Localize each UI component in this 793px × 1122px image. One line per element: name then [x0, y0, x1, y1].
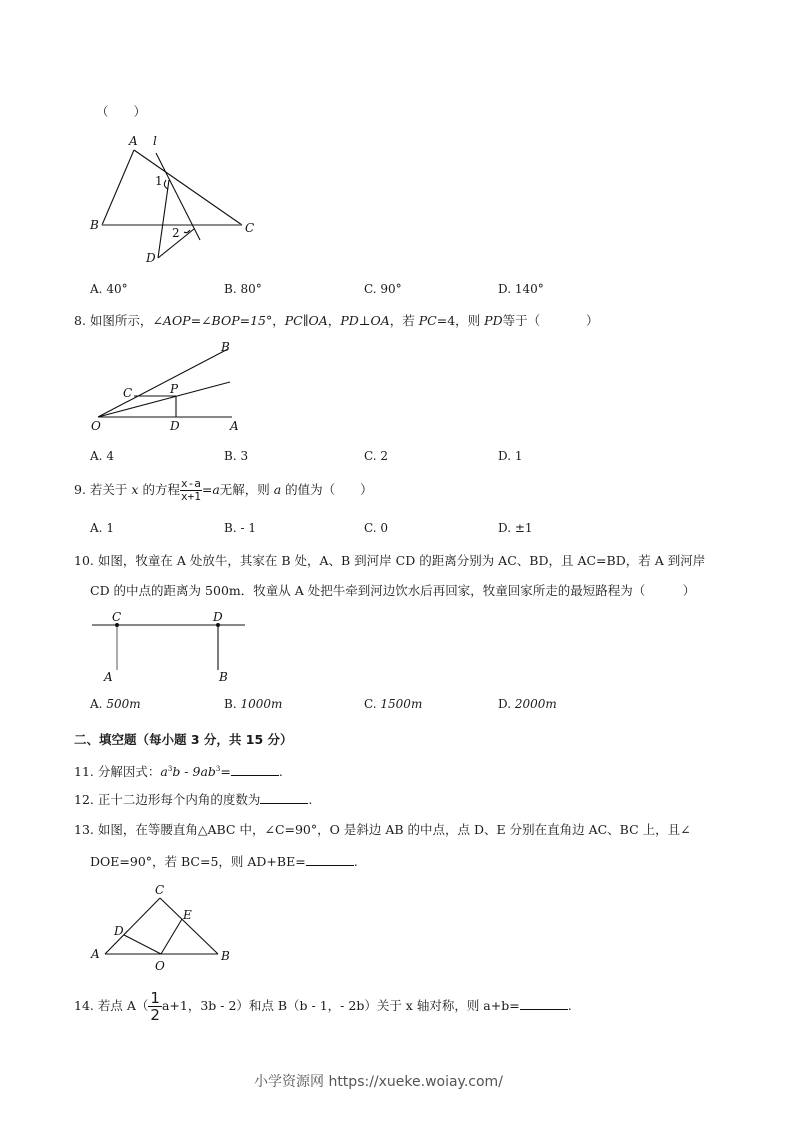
section2-title: 二、填空题（每小题 3 分，共 15 分）: [74, 732, 293, 747]
q7-option-b[interactable]: B. 80°: [224, 282, 262, 296]
q10-question-line2: CD 的中点的距离为 500m．牧童从 A 处把牛牵到河边饮水后再回家，牧童回家所走的最短路程为（ ）: [90, 583, 696, 598]
q7-option-a[interactable]: A. 40°: [90, 282, 128, 296]
q10-option-a[interactable]: A. 500m: [90, 697, 141, 711]
q7-figure: [80, 130, 280, 270]
q8-label-c: C: [123, 386, 133, 400]
q14-question: 14. 若点 A（ $\frac{1}{2}$ a+1，3b - 2）和点 B（b - 1，- 2b）关于 x 轴对称，则 a+b= .: [74, 989, 572, 1024]
q13-label-c: C: [155, 883, 165, 897]
q11-question: 11. 分解因式：$a^3b - 9ab^3=$ .: [74, 764, 283, 780]
q8-option-a[interactable]: A. 4: [90, 449, 114, 463]
q8-label-a: A: [230, 419, 239, 433]
q9-option-d[interactable]: D. ±1: [498, 521, 533, 535]
q14-answer-blank[interactable]: [520, 997, 568, 1010]
q11-answer-blank[interactable]: [231, 763, 279, 776]
q7-option-c[interactable]: C. 90°: [364, 282, 402, 296]
q7-label-l: l: [153, 134, 157, 148]
q10-label-c: C: [112, 610, 122, 624]
q13-question-line2: DOE=90°，若 BC=5，则 AD+BE= .: [90, 854, 358, 869]
q7-label-2: 2: [172, 226, 180, 240]
q7-label-1: 1: [155, 174, 163, 188]
q13-question-line1: 13. 如图，在等腰直角△ABC 中，∠C=90°，O 是斜边 AB 的中点，点 D、E 分别在直角边 AC、BC 上，且∠: [74, 822, 691, 837]
q7-option-d[interactable]: D. 140°: [498, 282, 544, 296]
q12-question: 12. 正十二边形每个内角的度数为 .: [74, 792, 313, 807]
q7-label-d: D: [146, 251, 156, 265]
q10-option-d[interactable]: D. 2000m: [498, 697, 557, 711]
q8-label-o: O: [91, 419, 101, 433]
q8-option-b[interactable]: B. 3: [224, 449, 249, 463]
q10-label-b: B: [219, 670, 228, 684]
q13-label-d: D: [114, 924, 124, 938]
q12-answer-blank[interactable]: [260, 791, 308, 804]
q7-answer-paren: （ ）: [96, 104, 147, 119]
q10-label-d: D: [213, 610, 223, 624]
q13-answer-blank[interactable]: [306, 853, 354, 866]
footer-watermark: 小学资源网 https://xueke.woiay.com/: [254, 1074, 503, 1090]
q9-option-c[interactable]: C. 0: [364, 521, 389, 535]
q14-fraction: $\frac{1}{2}$: [150, 989, 160, 1024]
q8-paren-close: ）: [586, 313, 599, 328]
q13-label-o: O: [155, 959, 165, 973]
q8-option-d[interactable]: D. 1: [498, 449, 523, 463]
q13-label-a: A: [91, 947, 100, 961]
q10-option-c[interactable]: C. 1500m: [364, 697, 423, 711]
q8-figure: [80, 335, 280, 440]
q8-label-d: D: [170, 419, 180, 433]
q9-fraction: $\frac{x-a}{x+1}$: [180, 477, 201, 503]
q10-label-a: A: [104, 670, 113, 684]
q8-question: 8. 如图所示，∠AOP=∠BOP=15°，PC∥OA，PD⊥OA，若 PC=4，则 PD等于（: [74, 313, 541, 328]
q10-figure: [80, 605, 280, 685]
q8-label-b: B: [221, 340, 230, 354]
q8-option-c[interactable]: C. 2: [364, 449, 389, 463]
q9-option-a[interactable]: A. 1: [90, 521, 114, 535]
q9-question: 9. 若关于 x 的方程 $\frac{x-a}{x+1}$ =a无解，则 a 的值为（ ）: [74, 477, 373, 503]
q8-label-p: P: [170, 382, 179, 396]
q7-label-a: A: [129, 134, 138, 148]
q13-figure: [80, 875, 260, 975]
q10-option-b[interactable]: B. 1000m: [224, 697, 283, 711]
q10-question-line1: 10. 如图，牧童在 A 处放牛，其家在 B 处，A、B 到河岸 CD 的距离分别为 AC、BD，且 AC=BD，若 A 到河岸: [74, 553, 706, 568]
q13-label-b: B: [221, 949, 230, 963]
q7-label-b: B: [90, 218, 99, 232]
q13-label-e: E: [183, 908, 192, 922]
q9-option-b[interactable]: B. - 1: [224, 521, 256, 535]
q7-label-c: C: [245, 221, 255, 235]
